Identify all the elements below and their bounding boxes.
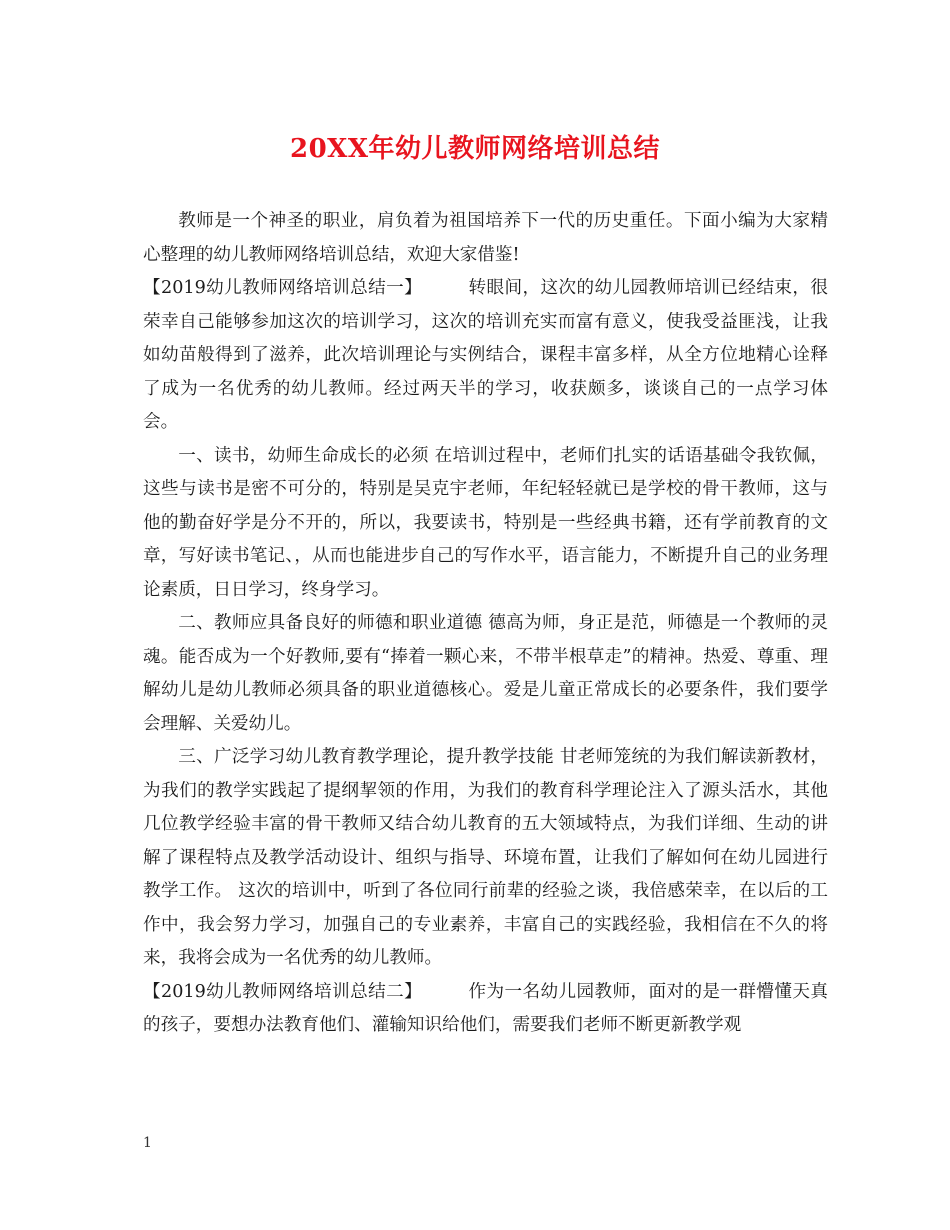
paragraph-ethics: 二、教师应具备良好的师德和职业道德 德高为师，身正是范，师德是一个教师的灵魂。能否成为一个好教师,要有“捧着一颗心来，不带半根草走”的精神。热爱、尊重、理解幼儿是幼儿教师必须具备的职业道德核心。爱是儿童正常成长的必要条件，我们要学会理解、关爱幼儿。 [143,613,828,734]
document-title: 20XX年幼儿教师网络培训总结 [289,134,661,164]
paragraph-reading: 一、读书，幼师生命成长的必须 在培训过程中，老师们扎实的话语基础令我钦佩，这些与读书是密不可分的，特别是吴克宇老师，年纪轻轻就已是学校的骨干教师，这与他的勤奋好学是分不开的，所以，我要读书，特别是一些经典书籍，还有学前教育的文章，写好读书笔记、，从而也能进步自己的写作水平，语言能力，不断提升自己的业务理论素质，日日学习，终身学习。 [143,445,828,600]
section-2-paragraph [143,976,828,1043]
section-2-text: 作为一名幼儿园教师，面对的是一群懵懂天真的孩子，要想办法教育他们、灌输知识给他们，需要我们老师不断更新教学观 [143,981,828,1035]
paragraph-theory: 三、广泛学习幼儿教育教学理论，提升教学技能 甘老师笼统的为我们解读新教材，为我们的教学实践起了提纲挈领的作用，为我们的教育科学理论注入了源头活水，其他几位教学经验丰富的骨干教师又结合幼儿教育的五大领域特点，为我们详细、生动的讲解了课程特点及教学活动设计、组织与指导、环境布置，让我们了解如何在幼儿园进行教学工作。 这次的培训中，听到了各位同行前辈的经验之谈，我倍感荣幸，在以后的工作中，我会努力学习，加强自己的专业素养，丰富自己的实践经验，我相信在不久的将来，我将会成为一名优秀的幼儿教师。 [143,747,828,968]
section-2-heading: 【2019幼儿教师网络培训总结二】 [143,981,423,1002]
section-1-heading: 【2019幼儿教师网络培训总结一】 [143,278,423,298]
section-1-text: 转眼间，这次的幼儿园教师培训已经结束，很荣幸自己能够参加这次的培训学习，这次的培训充实而富有意义，使我受益匪浅，让我如幼苗般得到了滋养，此次培训理论与实例结合，课程丰富多样，从全方位地精心诠释了成为一名优秀的幼儿教师。经过两天半的学习，收获颇多，谈谈自己的一点学习体会。 [143,278,828,432]
page-number: 1 [143,1135,152,1151]
document-body [143,205,828,1043]
intro-paragraph: 教师是一个神圣的职业，肩负着为祖国培养下一代的历史重任。下面小编为大家精心整理的幼儿教师网络培训总结，欢迎大家借鉴! [143,211,828,265]
section-1-paragraph [143,272,828,440]
